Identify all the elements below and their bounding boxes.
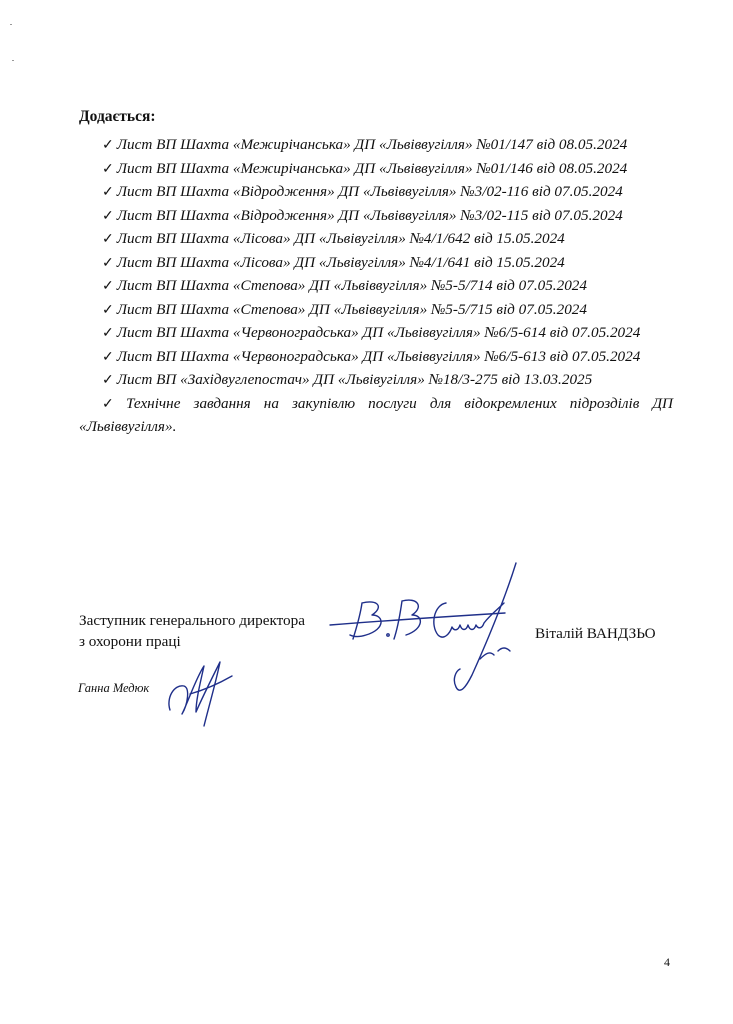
signatory-title-line1: Заступник генерального директора	[79, 612, 305, 629]
check-icon: ✓	[102, 279, 114, 294]
attachment-text: Лист ВП Шахта «Лісова» ДП «Львівугілля» №4/1/642 від 15.05.2024	[116, 230, 565, 247]
attachment-item	[79, 346, 673, 370]
attachment-text: Лист ВП Шахта «Межирічанська» ДП «Львіввугілля» №01/146 від 08.05.2024	[116, 159, 628, 177]
attachment-item	[79, 393, 673, 439]
signatory-name: Віталій ВАНДЗЬО	[535, 625, 656, 642]
director-signature	[320, 555, 530, 705]
attachment-item	[79, 134, 673, 158]
attachment-text: Лист ВП Шахта «Червоноградська» ДП «Львіввугілля» №6/5-614 від 07.05.2024	[116, 324, 641, 341]
attachment-text: Лист ВП «Західвуглепостач» ДП «Львівугілля» №18/3-275 від 13.03.2025	[116, 371, 593, 388]
attachment-text: Лист ВП Шахта «Червоноградська» ДП «Львіввугілля» №6/5-613 від 07.05.2024	[116, 347, 641, 365]
check-icon: ✓	[102, 302, 114, 318]
page-number: 4	[664, 955, 670, 969]
check-icon: ✓	[102, 208, 114, 224]
attachment-text: Лист ВП Шахта «Відродження» ДП «Львіввугілля» №3/02-116 від 07.05.2024	[116, 183, 623, 200]
attachment-item	[79, 181, 673, 205]
attachment-item	[79, 299, 673, 323]
executor-signature	[160, 648, 240, 730]
attachment-item	[79, 322, 673, 346]
check-icon: ✓	[102, 349, 114, 365]
attachment-item	[79, 252, 673, 276]
attachment-text: Лист ВП Шахта «Степова» ДП «Львіввугілля» №5-5/715 від 07.05.2024	[116, 300, 587, 318]
scan-speck	[10, 24, 12, 25]
attachment-text: Лист ВП Шахта «Лісова» ДП «Львівугілля» №4/1/641 від 15.05.2024	[116, 253, 565, 271]
attachment-text: Технічне завдання на закупівлю послуги для відокремлених підрозділів ДП «Львіввугілля».	[79, 394, 673, 435]
scan-speck	[12, 60, 14, 61]
check-icon: ✓	[102, 161, 114, 177]
check-icon: ✓	[102, 138, 114, 153]
attachment-text: Лист ВП Шахта «Відродження» ДП «Львіввугілля» №3/02-115 від 07.05.2024	[116, 206, 623, 224]
signatory-title	[79, 611, 305, 652]
check-icon: ✓	[102, 232, 114, 247]
signatory-title-line2: з охорони праці	[79, 632, 181, 650]
attachment-item	[79, 275, 673, 299]
attachment-item	[79, 228, 673, 252]
check-icon: ✓	[102, 373, 114, 388]
attachment-item	[79, 205, 673, 229]
attachment-text: Лист ВП Шахта «Степова» ДП «Львіввугілля» №5-5/714 від 07.05.2024	[116, 277, 587, 294]
attachment-text: Лист ВП Шахта «Межирічанська» ДП «Львіввугілля» №01/147 від 08.05.2024	[116, 136, 628, 153]
executor-name: Ганна Медюк	[78, 681, 150, 695]
check-icon: ✓	[102, 396, 123, 412]
check-icon: ✓	[102, 326, 114, 341]
check-icon: ✓	[102, 185, 114, 200]
attachments-heading: Додається:	[79, 108, 156, 125]
attachment-item	[79, 369, 673, 393]
attachment-item	[79, 158, 673, 182]
check-icon: ✓	[102, 255, 114, 271]
attachments-list	[79, 134, 673, 439]
